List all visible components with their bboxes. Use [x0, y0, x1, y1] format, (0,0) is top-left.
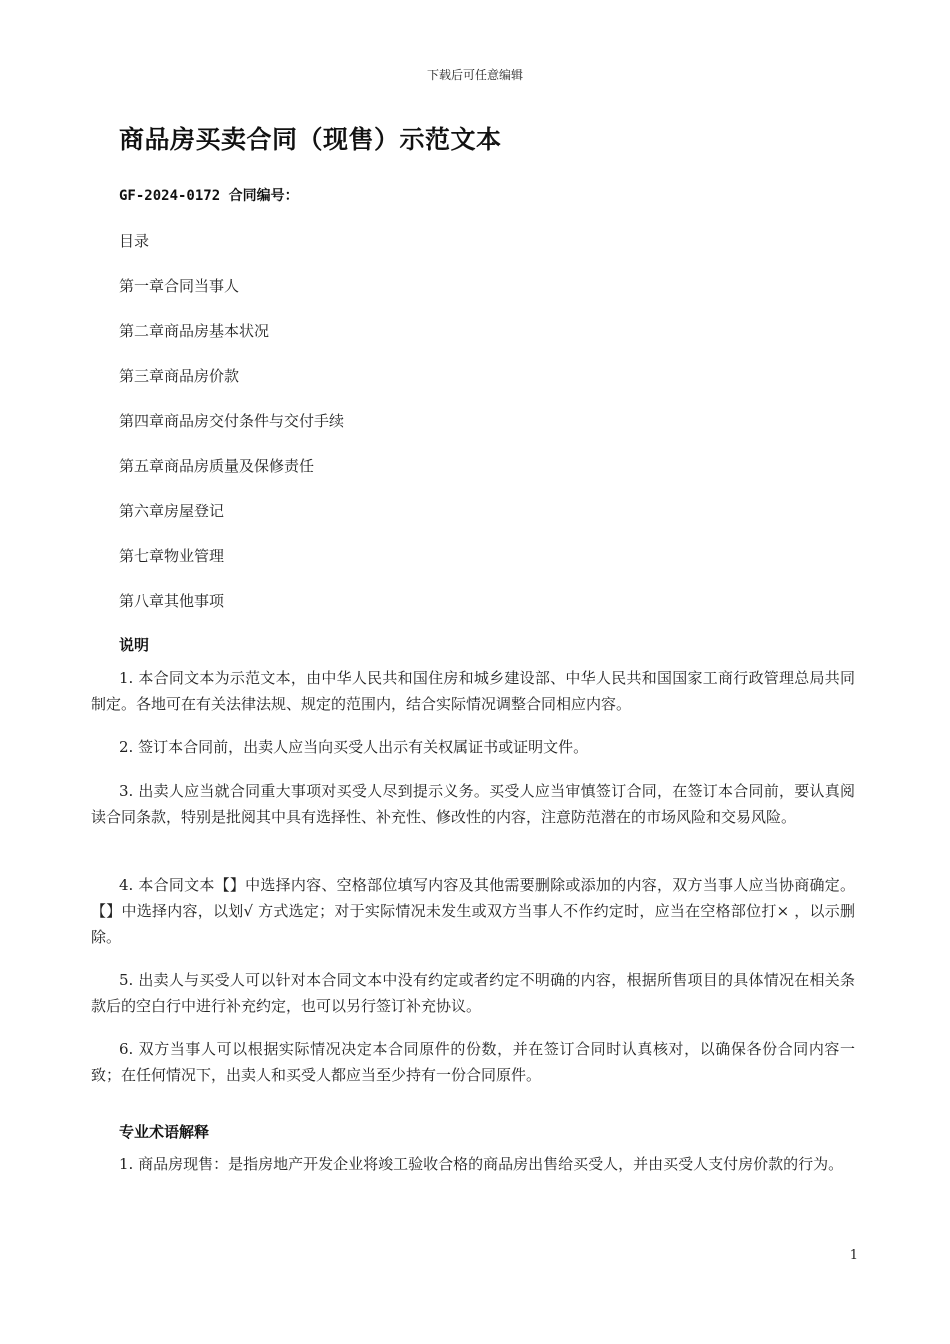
toc-item: 第一章合同当事人 — [119, 277, 240, 295]
note-paragraph: 3. 出卖人应当就合同重大事项对买受人尽到提示义务。买受人应当审慎签订合同，在签订本合同前，要认真阅读合同条款，特别是批阅其中具有选择性、补充性、修改性的内容，注意防范潜在的市场风险和交易风险。 — [91, 782, 855, 826]
toc-item: 第三章商品房价款 — [119, 367, 240, 385]
terms-heading: 专业术语解释 — [119, 1123, 210, 1141]
note-paragraph: 6. 双方当事人可以根据实际情况决定本合同原件的份数，并在签订合同时认真核对，以确保各份合同内容一致；在任何情况下，出卖人和买受人都应当至少持有一份合同原件。 — [91, 1040, 855, 1084]
toc-item: 第四章商品房交付条件与交付手续 — [119, 412, 345, 430]
term-paragraph: 1. 商品房现售：是指房地产开发企业将竣工验收合格的商品房出售给买受人，并由买受人支付房价款的行为。 — [119, 1155, 844, 1173]
contract-number: GF-2024-0172 合同编号： — [119, 188, 299, 204]
note-paragraph: 4. 本合同文本【】中选择内容、空格部位填写内容及其他需要删除或添加的内容，双方当事人应当协商确定。【】中选择内容，以划√ 方式选定；对于实际情况未发生或双方当事人不作约定时，应当在空格部位打× ，以示删除。 — [91, 876, 855, 946]
note-paragraph: 5. 出卖人与买受人可以针对本合同文本中没有约定或者约定不明确的内容，根据所售项目的具体情况在相关条款后的空白行中进行补充约定，也可以另行签订补充协议。 — [91, 971, 855, 1015]
toc-item: 第五章商品房质量及保修责任 — [119, 457, 315, 475]
toc-heading: 目录 — [119, 232, 150, 250]
note-paragraph: 2. 签订本合同前，出卖人应当向买受人出示有关权属证书或证明文件。 — [119, 738, 589, 756]
toc-item: 第八章其他事项 — [119, 592, 225, 610]
toc-item: 第二章商品房基本状况 — [119, 322, 270, 340]
toc-item: 第七章物业管理 — [119, 547, 225, 565]
header-note: 下载后可任意编辑 — [426, 68, 523, 82]
notes-heading: 说明 — [119, 636, 150, 654]
note-paragraph: 1. 本合同文本为示范文本，由中华人民共和国住房和城乡建设部、中华人民共和国国家工商行政管理总局共同制定。各地可在有关法律法规、规定的范围内，结合实际情况调整合同相应内容。 — [91, 669, 855, 713]
page-number: 1 — [849, 1248, 858, 1263]
document-title: 商品房买卖合同（现售）示范文本 — [119, 125, 502, 154]
toc-item: 第六章房屋登记 — [119, 502, 225, 520]
